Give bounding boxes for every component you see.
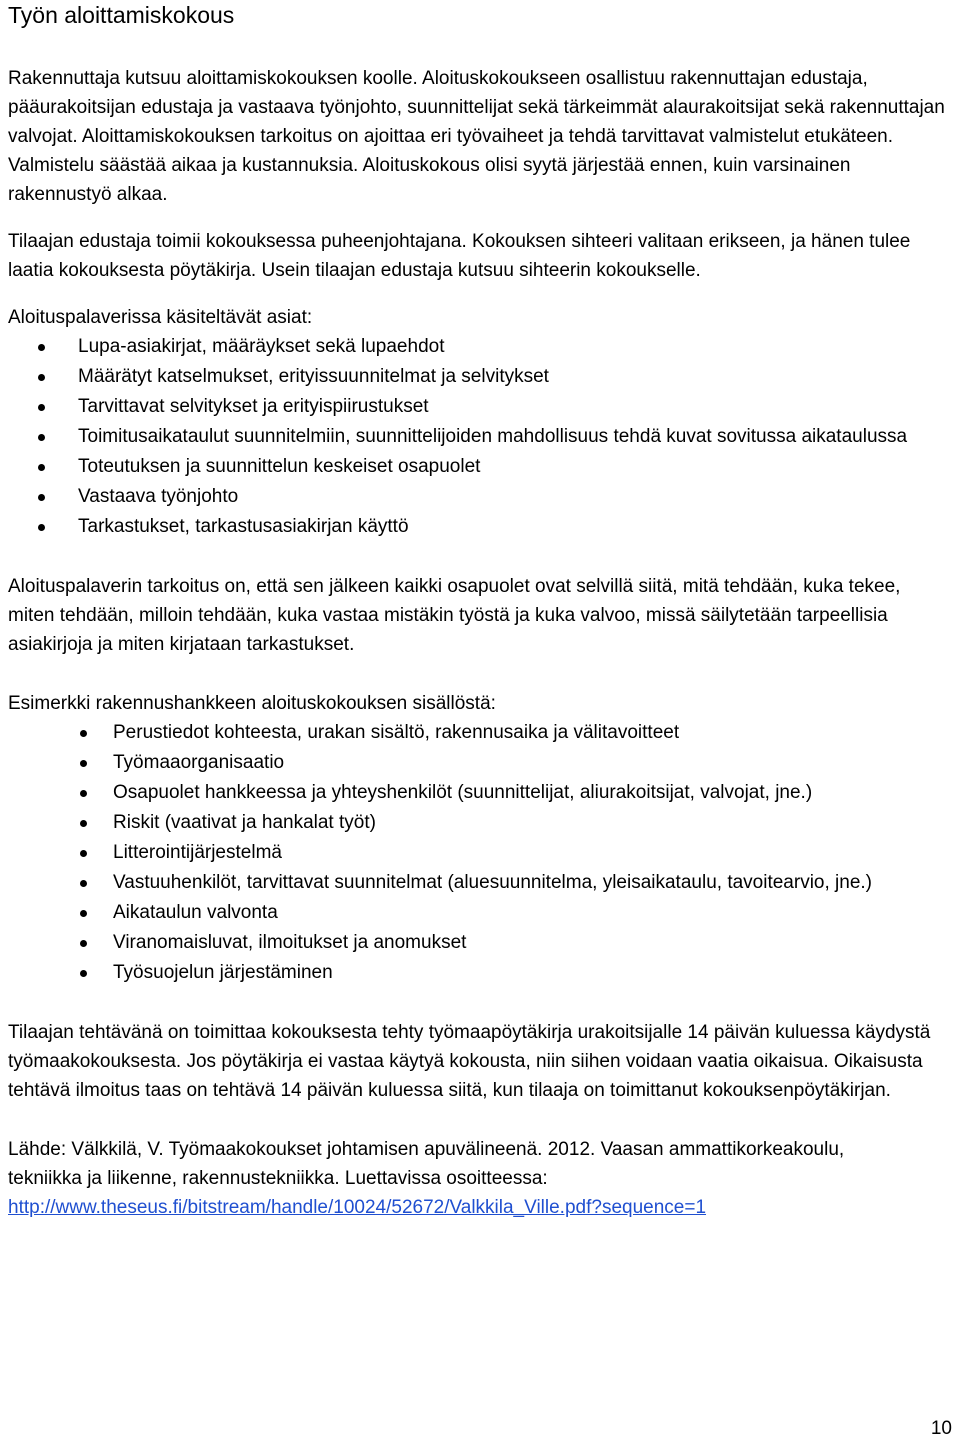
- page-title: Työn aloittamiskokous: [8, 2, 235, 28]
- list-item: Tarvittavat selvitykset ja erityispiirustukset: [8, 392, 956, 422]
- list-item: Toimitusaikataulut suunnitelmiin, suunnittelijoiden mahdollisuus tehdä kuvat sovitussa aikataulussa: [8, 422, 956, 452]
- list-item: Aikataulun valvonta: [8, 898, 956, 928]
- list-item: Työsuojelun järjestäminen: [8, 958, 956, 988]
- list2-intro: Esimerkki rakennushankkeen aloituskokouksen sisällöstä:: [8, 693, 496, 714]
- purpose-paragraph: Aloituspalaverin tarkoitus on, että sen jälkeen kaikki osapuolet ovat selvillä siitä, mitä tehdään, kuka tekee, miten tehdään, milloin tehdään, kuka vastaa mistäkin työstä ja kuka valvoo, missä säilytetään tarpeellisia asiakirjoja ja miten kirjataan tarkastukset.: [8, 576, 901, 655]
- chair-paragraph: Tilaajan edustaja toimii kokouksessa puheenjohtajana. Kokouksen sihteeri valitaan erikseen, ja hänen tulee laatia kokouksesta pöytäkirja. Usein tilaajan edustaja kutsuu sihteerin kokoukselle.: [8, 231, 911, 281]
- list-item: Lupa-asiakirjat, määräykset sekä lupaehdot: [8, 332, 956, 362]
- list-item: Määrätyt katselmukset, erityissuunnitelmat ja selvitykset: [8, 362, 956, 392]
- list-item: Perustiedot kohteesta, urakan sisältö, rakennusaika ja välitavoitteet: [8, 718, 956, 748]
- list-item: Toteutuksen ja suunnittelun keskeiset osapuolet: [8, 452, 956, 482]
- list-item: Litterointijärjestelmä: [8, 838, 956, 868]
- list-item: Viranomaisluvat, ilmoitukset ja anomukset: [8, 928, 956, 958]
- list-item: Osapuolet hankkeessa ja yhteyshenkilöt (suunnittelijat, aliurakoitsijat, valvojat, jne.): [8, 778, 956, 808]
- source-citation: [8, 1135, 878, 1222]
- meeting-topics-list: [8, 332, 956, 542]
- list1-intro: Aloituspalaverissa käsiteltävät asiat:: [8, 307, 313, 328]
- list-item: Riskit (vaativat ja hankalat työt): [8, 808, 956, 838]
- meeting-content-list: [8, 718, 956, 988]
- source-link[interactable]: http://www.theseus.fi/bitstream/handle/10024/52672/Valkkila_Ville.pdf?sequence=1: [8, 1197, 707, 1218]
- list-item: Tarkastukset, tarkastusasiakirjan käyttö: [8, 512, 956, 542]
- page-number: 10: [930, 1418, 952, 1439]
- list-item: Vastuuhenkilöt, tarvittavat suunnitelmat (aluesuunnitelma, yleisaikataulu, tavoitearvio, jne.): [8, 868, 956, 898]
- source-text: Lähde: Välkkilä, V. Työmaakokoukset johtamisen apuvälineenä. 2012. Vaasan ammattikorkeakoulu, tekniikka ja liikenne, rakennustekniikka. Luettavissa osoitteessa:: [8, 1139, 845, 1189]
- intro-paragraph: Rakennuttaja kutsuu aloittamiskokouksen koolle. Aloituskokoukseen osallistuu rakennuttajan edustaja, pääurakoitsijan edustaja ja vastaava työnjohto, suunnittelijat sekä tärkeimmät alaurakoitsijat sekä rakennuttajan valvojat. Aloittamiskokouksen tarkoitus on ajoittaa eri työvaiheet ja tehdä tarvittavat valmistelut etukäteen. Valmistelu säästää aikaa ja kustannuksia. Aloituskokous olisi syytä järjestää ennen, kuin varsinainen rakennustyö alkaa.: [8, 68, 945, 205]
- list-item: Vastaava työnjohto: [8, 482, 956, 512]
- minutes-paragraph: Tilaajan tehtävänä on toimittaa kokouksesta tehty työmaapöytäkirja urakoitsijalle 14 päivän kuluessa käydystä työmaakokouksesta. Jos pöytäkirja ei vastaa käytyä kokousta, niin siihen voidaan vaatia oikaisua. Oikaisusta tehtävä ilmoitus taas on tehtävä 14 päivän kuluessa siitä, kun tilaaja on toimittanut kokouksenpöytäkirjan.: [8, 1022, 931, 1101]
- document-page: [8, 0, 956, 1222]
- list-item: Työmaaorganisaatio: [8, 748, 956, 778]
